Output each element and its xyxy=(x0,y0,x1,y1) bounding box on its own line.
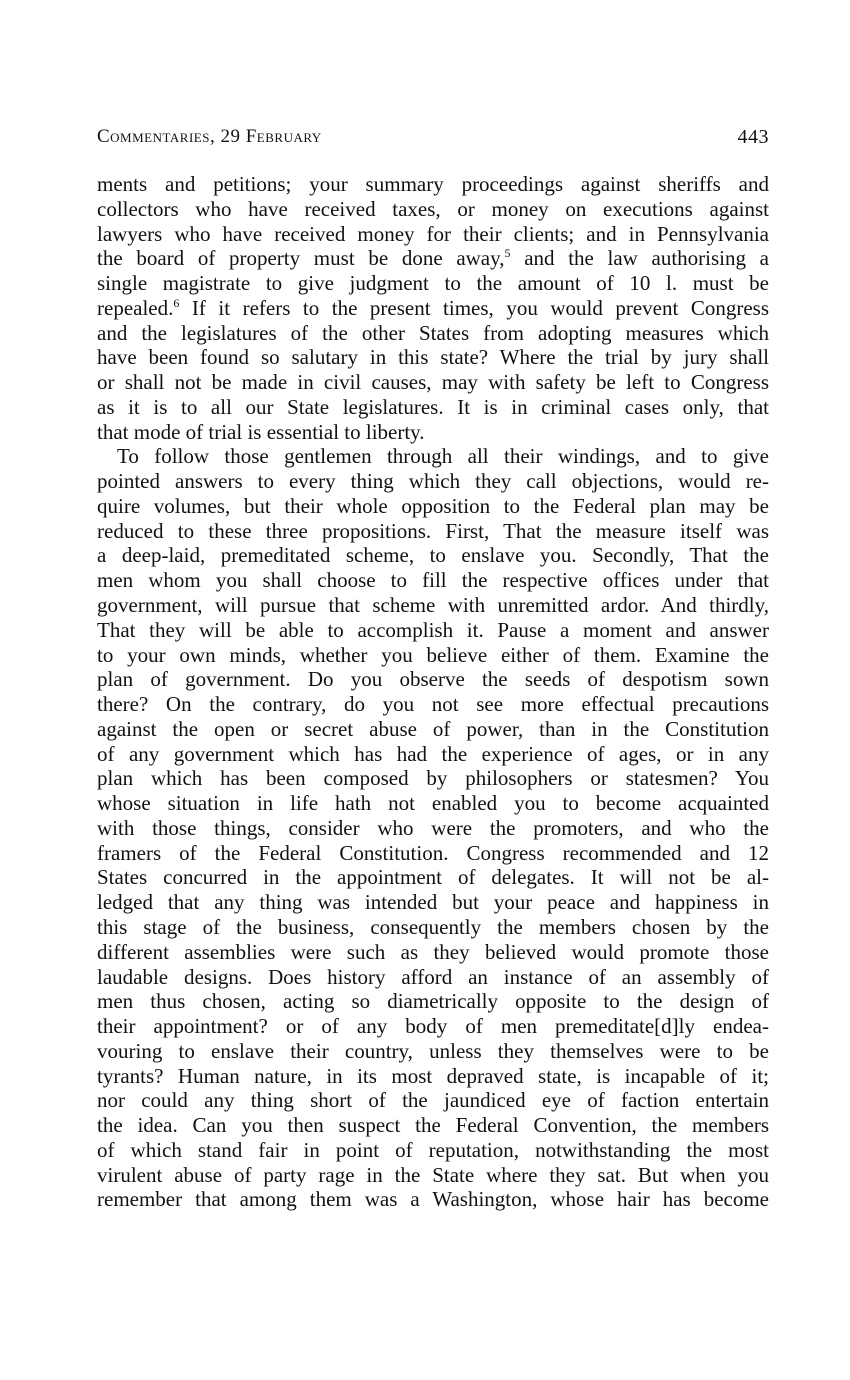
text-line-content: different assemblies were such as they believed would promote those xyxy=(97,939,769,964)
text-line-content: nor could any thing short of the jaundiced eye of faction entertain xyxy=(97,1088,769,1113)
text-line-content: States concurred in the appointment of delegates. It will not be al- xyxy=(97,865,769,890)
running-head-title: Commentaries, 29 February xyxy=(97,126,322,147)
text-line-content: a deep-laid, premeditated scheme, to enslave you. Secondly, That the xyxy=(97,543,769,568)
text-line xyxy=(97,1014,769,1039)
text-line xyxy=(97,444,769,469)
text-line-content: ments and petitions; your summary proceedings against sheriffs and xyxy=(97,172,769,196)
text-line-content: That they will be able to accomplish it. Pause a moment and answer xyxy=(97,617,769,642)
text-line xyxy=(97,271,769,296)
text-line-content: pointed answers to every thing which they call objections, would re- xyxy=(97,469,769,494)
text-line xyxy=(97,172,769,197)
text-line-content: whose situation in life hath not enabled you to become acquainted xyxy=(97,791,769,816)
text-line xyxy=(97,1088,769,1113)
text-line-content: there? On the contrary, do you not see more effectual precautions xyxy=(97,692,769,717)
text-line-content: remember that among them was a Washington, whose hair has become xyxy=(97,1187,769,1212)
page-number: 443 xyxy=(737,126,769,148)
text-line xyxy=(97,816,769,841)
text-line xyxy=(97,370,769,395)
text-line xyxy=(97,965,769,990)
text-line-content: this stage of the business, consequently the members chosen by the xyxy=(97,914,769,939)
text-line xyxy=(97,692,769,717)
text-line-content: government, will pursue that scheme with unremitted ardor. And thirdly, xyxy=(97,593,769,618)
text-line-content: and the legislatures of the other States from adopting measures which xyxy=(97,320,769,345)
text-line xyxy=(97,1039,769,1064)
footnote-reference: 5 xyxy=(504,246,511,261)
text-line xyxy=(97,915,769,940)
text-line xyxy=(97,841,769,866)
text-line xyxy=(97,321,769,346)
text-line-content: vouring to enslave their country, unless they themselves were to be xyxy=(97,1038,769,1063)
text-line xyxy=(97,568,769,593)
footnote-reference: 6 xyxy=(173,295,180,310)
text-line xyxy=(97,618,769,643)
text-line xyxy=(97,791,769,816)
text-line-content: and the law authorising a xyxy=(510,246,770,271)
text-line xyxy=(97,345,769,370)
text-line xyxy=(97,296,769,321)
text-line-content: framers of the Federal Constitution. Congress recommended and 12 xyxy=(97,840,769,865)
text-line xyxy=(97,717,769,742)
text-line xyxy=(97,1163,769,1188)
text-line-content: plan which has been composed by philosophers or statesmen? You xyxy=(97,766,769,791)
text-line xyxy=(97,543,769,568)
text-line-content: with those things, consider who were the promoters, and who the xyxy=(97,815,769,840)
text-line-content: men whom you shall choose to fill the respective offices under that xyxy=(97,568,769,593)
text-line-content: ledged that any thing was intended but your peace and happiness in xyxy=(97,890,769,915)
text-line xyxy=(97,519,769,544)
text-line xyxy=(97,766,769,791)
body-text xyxy=(97,172,769,1212)
text-line-content: have been found so salutary in this state? Where the trial by jury shall xyxy=(97,345,769,370)
text-line xyxy=(97,1113,769,1138)
text-line-content: repealed. xyxy=(97,295,174,320)
text-line-content: or shall not be made in civil causes, may with safety be left to Congress xyxy=(97,370,769,395)
running-head xyxy=(97,124,769,150)
text-line xyxy=(97,395,769,420)
text-line xyxy=(97,865,769,890)
text-line-content: the board of property must be done away, xyxy=(97,246,505,271)
text-line xyxy=(97,989,769,1014)
text-line xyxy=(97,1187,769,1212)
text-line xyxy=(97,1064,769,1089)
text-line-content: that mode of trial is essential to liberty. xyxy=(97,419,425,444)
text-line-content: lawyers who have received money for their clients; and in Pennsylvania xyxy=(97,221,769,246)
text-line-content: plan of government. Do you observe the seeds of despotism sown xyxy=(97,667,769,692)
text-line xyxy=(97,1138,769,1163)
text-line xyxy=(97,890,769,915)
text-line-content: of which stand fair in point of reputation, notwithstanding the most xyxy=(97,1137,769,1162)
text-line-content: collectors who have received taxes, or money on executions against xyxy=(97,196,769,221)
text-line-content: the idea. Can you then suspect the Federal Convention, the members xyxy=(97,1113,769,1138)
text-line-content: To follow those gentlemen through all their windings, and to give xyxy=(117,444,769,469)
text-line xyxy=(97,742,769,767)
text-line-content: reduced to these three propositions. First, That the measure itself was xyxy=(97,518,769,543)
text-line-content: single magistrate to give judgment to the amount of 10 l. must be xyxy=(97,271,769,296)
text-line-content: as it is to all our State legislatures. It is in criminal cases only, that xyxy=(97,394,769,419)
text-line xyxy=(97,494,769,519)
text-line-content: against the open or secret abuse of power, than in the Constitution xyxy=(97,716,769,741)
text-line-content: tyrants? Human nature, in its most depraved state, is incapable of it; xyxy=(97,1063,769,1088)
text-line xyxy=(97,420,769,445)
text-line xyxy=(97,940,769,965)
text-line-content: quire volumes, but their whole opposition to the Federal plan may be xyxy=(97,493,769,518)
text-line xyxy=(97,246,769,271)
text-line-content: If it refers to the present times, you would prevent Congress xyxy=(179,295,769,320)
text-line xyxy=(97,643,769,668)
text-line-content: their appointment? or of any body of men premeditate[d]ly endea- xyxy=(97,1014,769,1039)
text-line xyxy=(97,593,769,618)
text-line-content: men thus chosen, acting so diametrically opposite to the design of xyxy=(97,989,769,1014)
text-line-content: to your own minds, whether you believe either of them. Examine the xyxy=(97,642,769,667)
text-line xyxy=(97,469,769,494)
text-line xyxy=(97,197,769,222)
text-line xyxy=(97,222,769,247)
text-line-content: laudable designs. Does history afford an instance of an assembly of xyxy=(97,964,769,989)
text-line-content: virulent abuse of party rage in the State where they sat. But when you xyxy=(97,1162,769,1187)
text-line-content: of any government which has had the experience of ages, or in any xyxy=(97,741,769,766)
text-line xyxy=(97,667,769,692)
